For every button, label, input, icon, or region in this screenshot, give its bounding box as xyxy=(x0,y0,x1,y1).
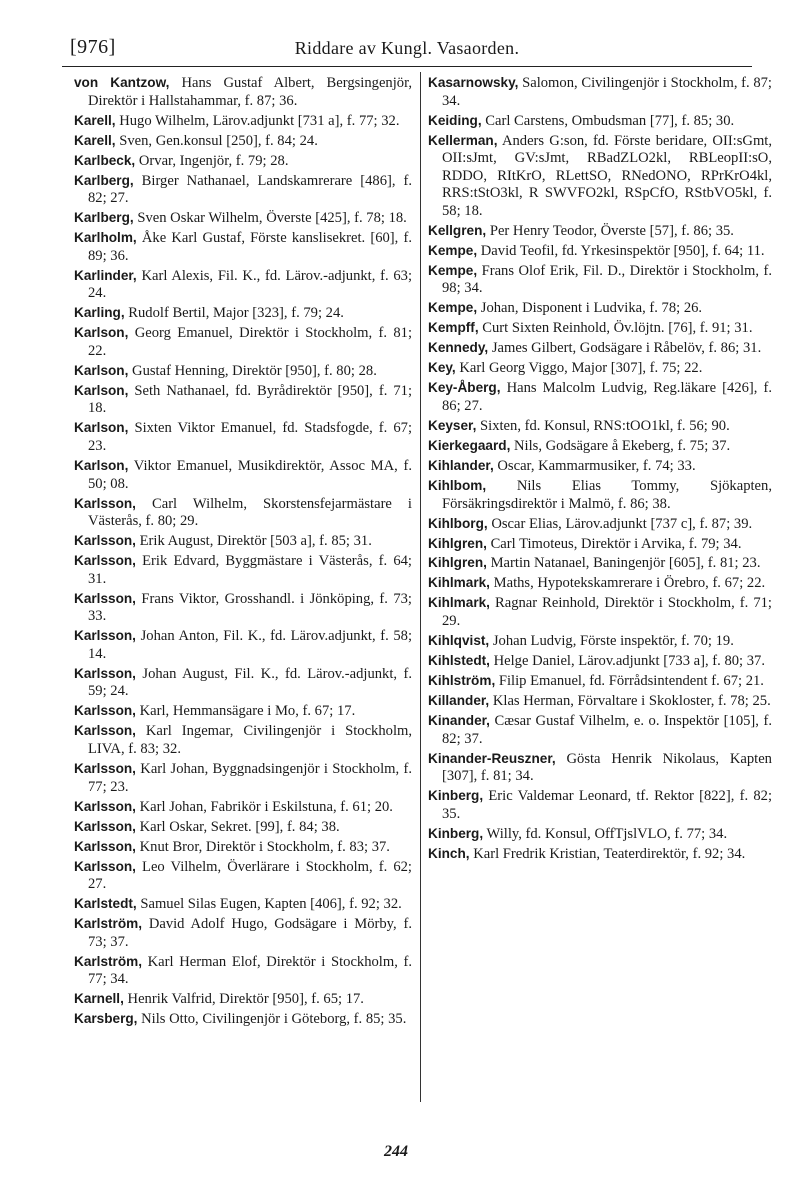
entry-details: Rudolf Bertil, Major [323], f. 79; 24. xyxy=(128,305,344,322)
entry-details: Knut Bror, Direktör i Stockholm, f. 83; 37. xyxy=(139,838,390,855)
entry-details: Samuel Silas Eugen, Kapten [406], f. 92; 32. xyxy=(140,896,402,913)
entry-surname: Kihlander, xyxy=(428,457,494,473)
entry-details: Karl Ingemar, Civilingenjör i Stockholm, LIVA, f. 83; 32. xyxy=(88,723,412,757)
list-item xyxy=(74,267,412,303)
list-item xyxy=(428,692,772,711)
entry-details: Karl Alexis, Fil. K., fd. Lärov.-adjunkt, f. 63; 24. xyxy=(88,267,412,302)
entry-surname: Karlson, xyxy=(74,362,129,378)
entry-surname: Kihlmark, xyxy=(428,595,490,611)
list-item xyxy=(428,262,772,298)
list-item xyxy=(74,304,412,323)
list-item xyxy=(428,632,772,651)
entry-surname: Kihlmark, xyxy=(428,575,490,591)
list-item xyxy=(428,515,772,534)
list-item xyxy=(74,229,412,265)
list-item xyxy=(428,825,772,844)
entry-details: Salomon, Civilingenjör i Stockholm, f. 87; 34. xyxy=(442,75,772,109)
list-item xyxy=(74,132,412,151)
entry-details: Viktor Emanuel, Musikdirektör, Assoc MA, f. 50; 08. xyxy=(88,457,412,492)
entry-details: Karl Johan, Fabrikör i Eskilstuna, f. 61; 20. xyxy=(139,798,393,815)
entry-details: Orvar, Ingenjör, f. 79; 28. xyxy=(138,152,289,169)
entry-surname: Karlsson, xyxy=(74,858,136,874)
entry-details: Eric Valdemar Leonard, tf. Rektor [822], f. 82; 35. xyxy=(442,788,772,822)
entry-surname: Kihlgren, xyxy=(428,535,487,551)
entry-details: Filip Emanuel, fd. Förrådsintendent f. 67; 21. xyxy=(498,673,764,689)
entry-details: Johan August, Fil. K., fd. Lärov.-adjunkt, f. 59; 24. xyxy=(88,665,412,700)
entry-details: Sven Oskar Wilhelm, Överste [425], f. 78; 18. xyxy=(137,210,407,227)
entry-surname: Kinberg, xyxy=(428,788,484,804)
list-item xyxy=(74,858,412,894)
list-item xyxy=(74,495,412,531)
entry-details: David Adolf Hugo, Godsägare i Mörby, f. 73; 37. xyxy=(88,916,412,950)
entry-details: David Teofil, fd. Yrkesinspektör [950], f. 64; 11. xyxy=(480,242,765,259)
entry-surname: Kasarnowsky, xyxy=(428,75,519,90)
list-item xyxy=(74,838,412,857)
entry-details: Nils Elias Tommy, Sjökapten, Försäkringsdirektör i Malmö, f. 86; 38. xyxy=(442,477,772,512)
entry-details: Karl Johan, Byggnadsingenjör i Stockholm, f. 77; 23. xyxy=(88,760,412,795)
entry-surname: Kihlborg, xyxy=(428,515,488,531)
list-item xyxy=(74,818,412,837)
list-item xyxy=(428,339,772,358)
list-item xyxy=(74,419,412,455)
entry-details: Carl Carstens, Ombudsman [77], f. 85; 30. xyxy=(485,112,735,129)
list-item xyxy=(74,552,412,588)
entry-surname: Karlsson, xyxy=(74,818,136,834)
list-item xyxy=(74,532,412,551)
entry-surname: Karlberg, xyxy=(74,210,134,226)
list-item xyxy=(74,457,412,493)
entry-surname: Kinander-Reuszner, xyxy=(428,750,556,766)
entry-details: Cæsar Gustaf Vilhelm, e. o. Inspektör [105], f. 82; 37. xyxy=(442,712,772,747)
entry-surname: Kennedy, xyxy=(428,340,489,356)
entry-details: Maths, Hypotekskamrerare i Örebro, f. 67; 22. xyxy=(493,575,766,592)
list-item xyxy=(428,535,772,554)
entry-surname: Karnell, xyxy=(74,991,124,1007)
entry-surname: Kempe, xyxy=(428,242,478,258)
entry-surname: Key, xyxy=(428,360,456,376)
entry-details: Johan Anton, Fil. K., fd. Lärov.adjunkt, f. 58; 14. xyxy=(88,628,412,662)
entry-details: Sixten Viktor Emanuel, fd. Stadsfogde, f. 67; 23. xyxy=(88,420,412,454)
list-item xyxy=(428,672,772,691)
list-item xyxy=(74,702,412,721)
list-item xyxy=(74,209,412,228)
entry-details: Sixten, fd. Konsul, RNS:tOO1kl, f. 56; 90. xyxy=(480,417,730,434)
entry-surname: Karlsson, xyxy=(74,760,136,776)
list-item xyxy=(428,74,772,110)
entry-details: Karl Georg Viggo, Major [307], f. 75; 22. xyxy=(459,360,703,377)
entry-surname: Karlsson, xyxy=(74,553,136,569)
list-item xyxy=(74,953,412,989)
list-item xyxy=(428,359,772,378)
list-item xyxy=(428,437,772,456)
list-item xyxy=(74,74,412,110)
entry-details: Henrik Valfrid, Direktör [950], f. 65; 17. xyxy=(127,991,364,1008)
list-item xyxy=(74,324,412,360)
list-item xyxy=(428,554,772,573)
list-item xyxy=(428,379,772,415)
entry-surname: Kempe, xyxy=(428,300,478,316)
entry-details: Klas Herman, Förvaltare i Skokloster, f. 78; 25. xyxy=(492,692,771,709)
list-item xyxy=(74,627,412,663)
entry-details: Oscar, Kammarmusiker, f. 74; 33. xyxy=(497,457,696,474)
entry-surname: Karlson, xyxy=(74,420,129,436)
list-item xyxy=(74,760,412,796)
entry-details: Hans Malcolm Ludvig, Reg.läkare [426], f. 86; 27. xyxy=(442,380,772,414)
list-item xyxy=(74,362,412,381)
list-item xyxy=(428,242,772,261)
list-item xyxy=(74,112,412,131)
entry-details: Leo Vilhelm, Överlärare i Stockholm, f. 62; 27. xyxy=(88,858,412,893)
list-item xyxy=(428,787,772,823)
entry-surname: Karlberg, xyxy=(74,172,134,188)
entry-details: Helge Daniel, Lärov.adjunkt [733 a], f. 80; 37. xyxy=(493,653,765,670)
entry-surname: Karlsson, xyxy=(74,665,136,681)
entry-details: Oscar Elias, Lärov.adjunkt [737 c], f. 87; 39. xyxy=(491,515,753,532)
list-item xyxy=(74,915,412,951)
list-item xyxy=(74,990,412,1009)
entry-details: Birger Nathanael, Landskamrerare [486], f. 82; 27. xyxy=(88,172,412,207)
entry-surname: Kinch, xyxy=(428,845,470,861)
list-item xyxy=(428,457,772,476)
entry-details: Johan Ludvig, Förste inspektör, f. 70; 19. xyxy=(492,633,734,650)
entry-details: Hugo Wilhelm, Lärov.adjunkt [731 a], f. 77; 32. xyxy=(119,112,400,129)
entry-details: Ragnar Reinhold, Direktör i Stockholm, f. 71; 29. xyxy=(442,595,772,630)
entry-details: Gustaf Henning, Direktör [950], f. 80; 28. xyxy=(132,362,377,379)
entry-details: Georg Emanuel, Direktör i Stockholm, f. 81; 22. xyxy=(88,325,413,359)
entry-details: Nils Otto, Civilingenjör i Göteborg, f. 85; 35. xyxy=(141,1011,407,1028)
list-item xyxy=(428,594,772,630)
list-item xyxy=(74,1010,412,1029)
entry-details: Åke Karl Gustaf, Förste kanslisekret. [60], f. 89; 36. xyxy=(88,230,412,264)
list-item xyxy=(428,750,772,786)
entry-surname: Keiding, xyxy=(428,112,482,128)
right-column xyxy=(428,74,772,865)
list-item xyxy=(428,319,772,338)
entry-details: Gösta Henrik Nikolaus, Kapten [307], f. 81; 34. xyxy=(442,750,772,785)
list-item xyxy=(74,665,412,701)
entry-surname: Karlsson, xyxy=(74,495,136,511)
entry-surname: Kierkegaard, xyxy=(428,437,511,453)
list-item xyxy=(428,574,772,593)
entry-surname: Kihlström, xyxy=(428,673,496,688)
entry-details: Martin Natanael, Baningenjör [605], f. 81; 23. xyxy=(490,555,761,572)
entry-surname: Karlstedt, xyxy=(74,896,137,912)
entry-details: Carl Wilhelm, Skorstensfejarmästare i Västerås, f. 80; 29. xyxy=(88,495,412,530)
entry-details: Hans Gustaf Albert, Bergsingenjör, Direktör i Hallstahammar, f. 87; 36. xyxy=(88,75,413,109)
entry-surname: Karlholm, xyxy=(74,230,137,246)
entry-details: Frans Viktor, Grosshandl. i Jönköping, f. 73; 33. xyxy=(88,590,412,625)
entry-surname: Karlson, xyxy=(74,382,129,398)
entry-details: Carl Timoteus, Direktör i Arvika, f. 79; 34. xyxy=(490,535,742,552)
entry-details: Erik August, Direktör [503 a], f. 85; 31. xyxy=(139,533,372,550)
entry-surname: Karlbeck, xyxy=(74,152,136,168)
entry-details: Anders G:son, fd. Förste beridare, OII:sGmt, OII:sJmt, GV:sJmt, RBadZLO2kl, RBLeopII:sO, RDDO, RItKrO, RLettSO, RNedONO, RPrKrO4kl, RRS:tStO3kl, R SWVFO2kl, RSpCfO, RStbVO5kl, f. 58; 18. xyxy=(442,132,773,219)
list-item xyxy=(74,172,412,208)
entry-surname: Killander, xyxy=(428,692,490,708)
list-item xyxy=(428,112,772,131)
entry-details: Karl Oskar, Sekret. [99], f. 84; 38. xyxy=(139,818,340,835)
list-item xyxy=(74,895,412,914)
footer-page-number: 244 xyxy=(384,1143,408,1160)
entry-surname: Karlsson, xyxy=(74,838,136,854)
entry-details: Curt Sixten Reinhold, Öv.löjtn. [76], f. 91; 31. xyxy=(482,320,753,337)
list-item xyxy=(428,845,772,864)
entry-details: Nils, Godsägare å Ekeberg, f. 75; 37. xyxy=(514,437,731,454)
entry-surname: Kempff, xyxy=(428,320,479,336)
list-item xyxy=(428,132,772,221)
entry-details: Willy, fd. Konsul, OffTjslVLO, f. 77; 34. xyxy=(486,825,728,842)
entry-surname: Kihlqvist, xyxy=(428,633,490,649)
left-column xyxy=(74,74,412,1030)
entry-surname: Keyser, xyxy=(428,417,477,433)
entry-surname: Karlsson, xyxy=(74,590,136,606)
column-divider xyxy=(420,72,421,1102)
entry-details: Frans Olof Erik, Fil. D., Direktör i Stockholm, f. 98; 34. xyxy=(442,262,772,297)
entry-surname: Kihlgren, xyxy=(428,555,487,571)
entry-surname: Key-Åberg, xyxy=(428,380,501,396)
entry-surname: Karlson, xyxy=(74,457,129,473)
entry-surname: Karsberg, xyxy=(74,1011,138,1027)
entry-surname: Karlström, xyxy=(74,916,142,932)
entry-details: Karl Herman Elof, Direktör i Stockholm, f. 77; 34. xyxy=(88,953,412,988)
list-item xyxy=(428,652,772,671)
entry-surname: Kinberg, xyxy=(428,825,484,841)
list-item xyxy=(428,477,772,513)
entry-surname: Kellerman, xyxy=(428,132,498,148)
header-rule xyxy=(62,66,752,67)
entry-surname: Karlsson, xyxy=(74,533,136,549)
entry-surname: Karlsson, xyxy=(74,703,136,719)
page-title: Riddare av Kungl. Vasaorden. xyxy=(294,38,520,58)
entry-surname: Karlsson, xyxy=(74,628,136,644)
entry-surname: Kihlbom, xyxy=(428,477,487,493)
entry-details: Johan, Disponent i Ludvika, f. 78; 26. xyxy=(480,300,703,317)
list-item xyxy=(74,798,412,817)
page-header xyxy=(62,32,752,62)
entry-surname: Karling, xyxy=(74,305,125,321)
entry-details: Sven, Gen.konsul [250], f. 84; 24. xyxy=(119,132,318,149)
entry-surname: Kihlstedt, xyxy=(428,653,490,669)
entry-surname: Karlström, xyxy=(74,953,142,969)
list-item xyxy=(428,417,772,436)
entry-surname: Kempe, xyxy=(428,262,478,278)
entry-surname: Kellgren, xyxy=(428,222,487,238)
list-item xyxy=(74,590,412,626)
entry-surname: Karlinder, xyxy=(74,267,137,283)
list-item xyxy=(428,222,772,241)
entry-details: Per Henry Teodor, Överste [57], f. 86; 35. xyxy=(489,222,734,239)
list-item xyxy=(428,299,772,318)
entry-details: Erik Edvard, Byggmästare i Västerås, f. 64; 31. xyxy=(88,553,412,587)
list-item xyxy=(74,722,412,758)
entry-details: James Gilbert, Godsägare i Råbelöv, f. 86; 31. xyxy=(491,340,762,357)
entry-surname: Karlsson, xyxy=(74,723,136,739)
entry-surname: Karlson, xyxy=(74,325,129,341)
entry-details: Karl, Hemmansägare i Mo, f. 67; 17. xyxy=(139,703,356,720)
list-item xyxy=(428,712,772,748)
entry-surname: Karell, xyxy=(74,132,116,148)
entry-surname: Karell, xyxy=(74,112,116,128)
entry-details: Karl Fredrik Kristian, Teaterdirektör, f. 92; 34. xyxy=(473,845,746,862)
entry-surname: Karlsson, xyxy=(74,798,136,814)
entry-surname: von Kantzow, xyxy=(74,75,170,90)
entry-surname: Kinander, xyxy=(428,712,490,728)
list-item xyxy=(74,382,412,418)
page-number: [976] xyxy=(70,36,116,58)
entry-details: Seth Nathanael, fd. Byrådirektör [950], f. 71; 18. xyxy=(88,382,412,417)
list-item xyxy=(74,152,412,171)
